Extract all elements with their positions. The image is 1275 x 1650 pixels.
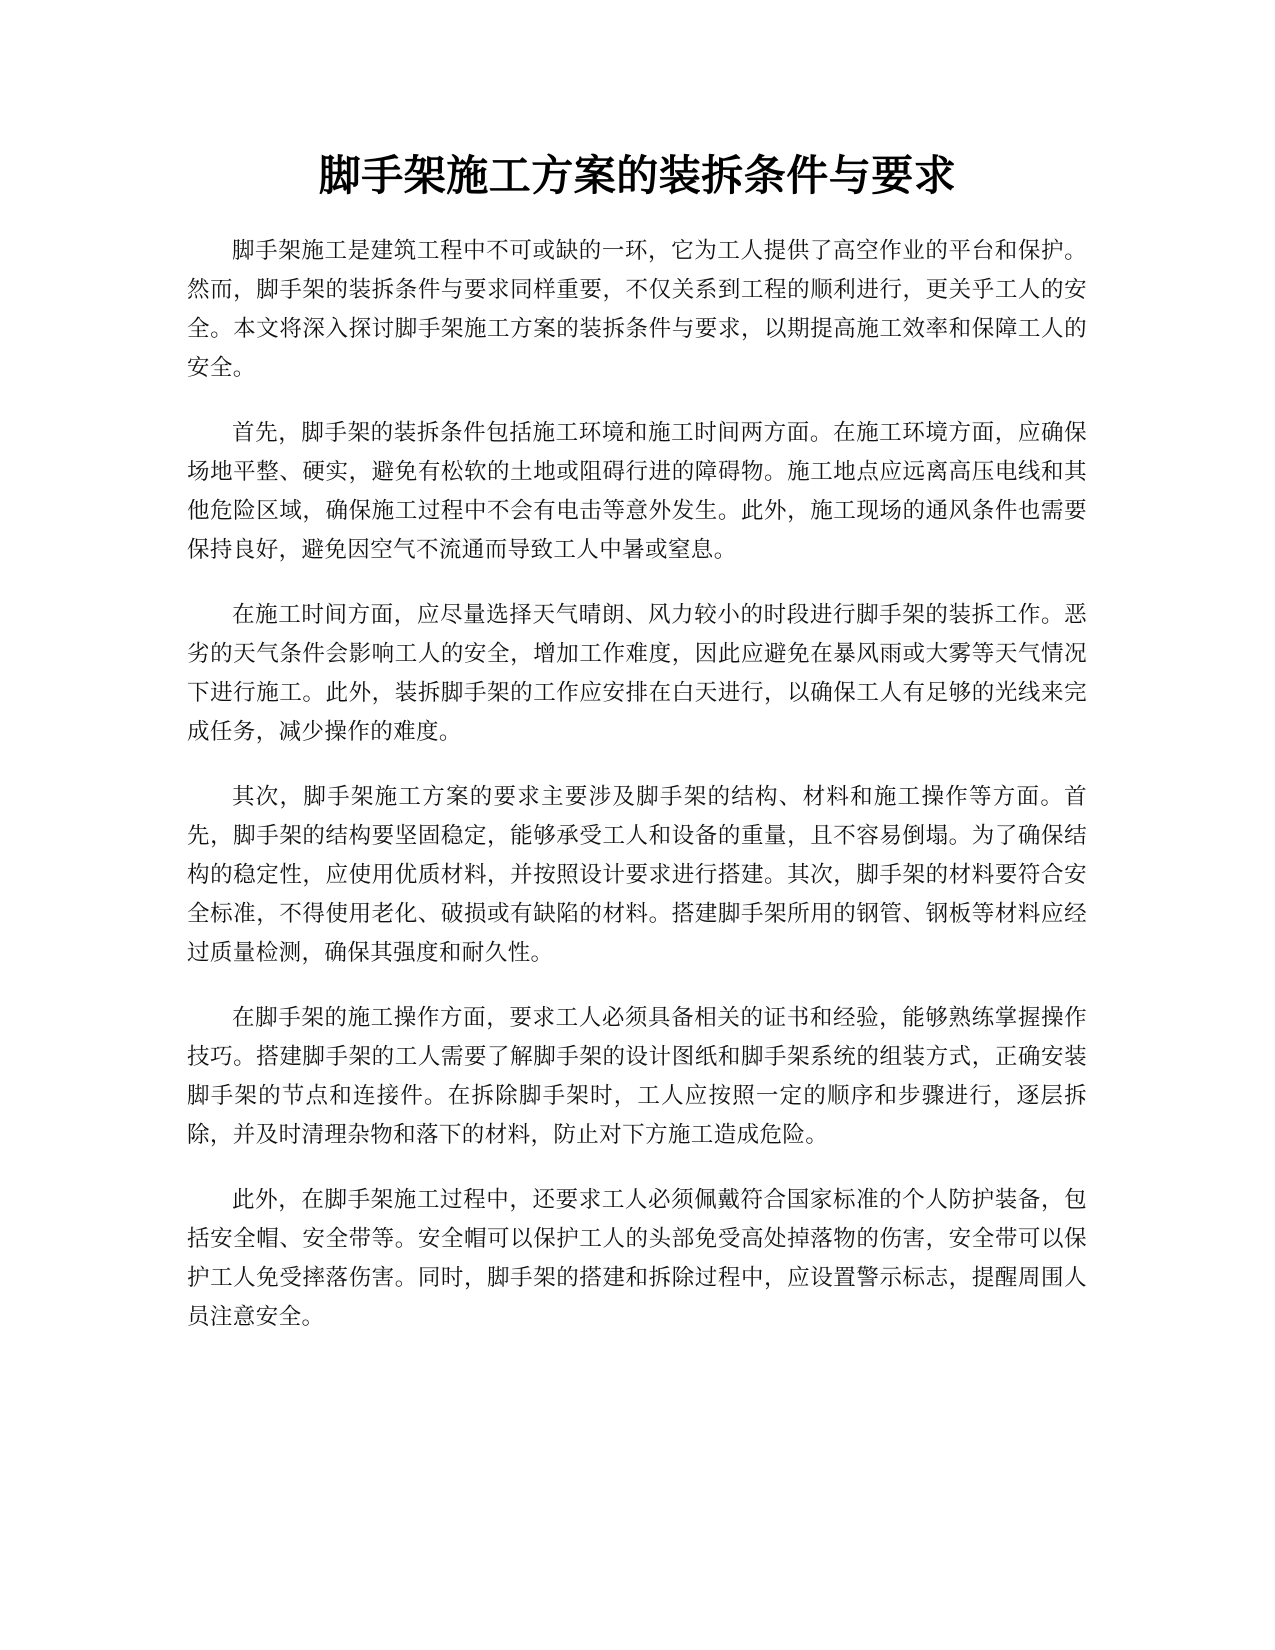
paragraph-protection: 此外，在脚手架施工过程中，还要求工人必须佩戴符合国家标准的个人防护装备，包括安全帽、安全带等。安全帽可以保护工人的头部免受高处掉落物的伤害，安全带可以保护工人免受摔落伤害。同时，脚手架的搭建和拆除过程中，应设置警示标志，提醒周围人员注意安全。 <box>187 1187 1087 1330</box>
document-body <box>187 232 1087 1363</box>
document-title: 脚手架施工方案的装拆条件与要求 <box>318 151 957 200</box>
paragraph-intro: 脚手架施工是建筑工程中不可或缺的一环，它为工人提供了高空作业的平台和保护。然而，脚手架的装拆条件与要求同样重要，不仅关系到工程的顺利进行，更关乎工人的安全。本文将深入探讨脚手架施工方案的装拆条件与要求，以期提高施工效率和保障工人的安全。 <box>187 238 1087 381</box>
paragraph-conditions: 首先，脚手架的装拆条件包括施工环境和施工时间两方面。在施工环境方面，应确保场地平整、硬实，避免有松软的土地或阻碍行进的障碍物。施工地点应远离高压电线和其他危险区域，确保施工过程中不会有电击等意外发生。此外，施工现场的通风条件也需要保持良好，避免因空气不流通而导致工人中暑或窒息。 <box>187 420 1087 563</box>
paragraph-operation: 在脚手架的施工操作方面，要求工人必须具备相关的证书和经验，能够熟练掌握操作技巧。搭建脚手架的工人需要了解脚手架的设计图纸和脚手架系统的组装方式，正确安装脚手架的节点和连接件。在拆除脚手架时，工人应按照一定的顺序和步骤进行，逐层拆除，并及时清理杂物和落下的材料，防止对下方施工造成危险。 <box>187 1005 1087 1148</box>
paragraph-timing: 在施工时间方面，应尽量选择天气晴朗、风力较小的时段进行脚手架的装拆工作。恶劣的天气条件会影响工人的安全，增加工作难度，因此应避免在暴风雨或大雾等天气情况下进行施工。此外，装拆脚手架的工作应安排在白天进行，以确保工人有足够的光线来完成任务，减少操作的难度。 <box>187 602 1087 745</box>
paragraph-requirements: 其次，脚手架施工方案的要求主要涉及脚手架的结构、材料和施工操作等方面。首先，脚手架的结构要坚固稳定，能够承受工人和设备的重量，且不容易倒塌。为了确保结构的稳定性，应使用优质材料，并按照设计要求进行搭建。其次，脚手架的材料要符合安全标准，不得使用老化、破损或有缺陷的材料。搭建脚手架所用的钢管、钢板等材料应经过质量检测，确保其强度和耐久性。 <box>187 784 1087 966</box>
